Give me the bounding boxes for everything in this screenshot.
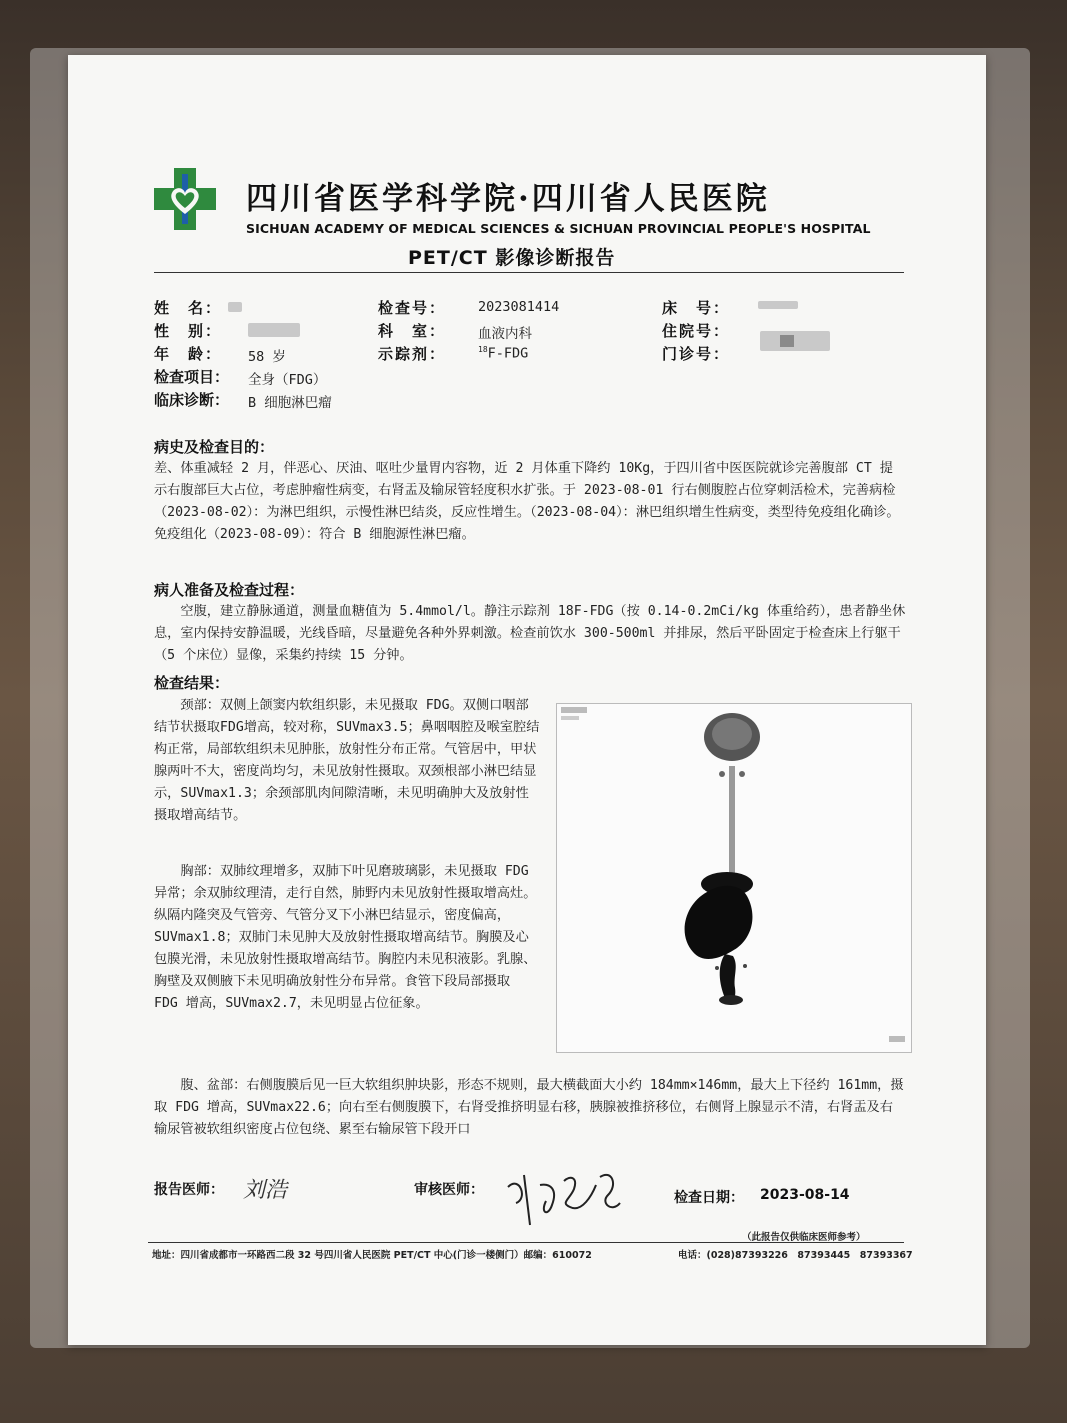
gender-label: 性 别： — [154, 322, 223, 340]
age-label: 年 龄： — [154, 345, 223, 363]
hospital-name-cn: 四川省医学科学院·四川省人民医院 — [246, 181, 770, 217]
prep-text: 空腹，建立静脉通道，测量血糖值为 5.4mmol/l。静注示踪剂 18F-FDG（按 0.14-0.2mCi/kg 体重给药），患者静坐休息，室内保持安静温暖，光线昏暗，尽量避免各种外界刺激。检查前饮水 300-500ml 并排尿，然后平卧固定于检查床上行躯干（5 个床位）显像，采集约持续 15 分钟。 — [154, 604, 906, 663]
history-title: 病史及检查目的： — [154, 438, 275, 456]
history-text: 差、体重减轻 2 月，伴恶心、厌油、呕吐少量胃内容物，近 2 月体重下降约 10Kg，于四川省中医医院就诊完善腹部 CT 提示右腹部巨大占位，考虑肿瘤性病变，右肾盂及输尿管轻度积水扩张。于 2023-08-01 行右侧腹腔占位穿刺活检术，完善病检（2023-08-02）：为淋巴组织，示慢性淋巴结炎，反应性增生。（2023-08-04）：淋巴组织增生性病变，类型待免疫组化确诊。免疫组化（2023-08-09）：符合 B 细胞源性淋巴瘤。 — [154, 461, 900, 542]
header-divider — [154, 272, 904, 273]
pet-mip-image — [556, 703, 912, 1053]
hospital-logo-icon — [154, 168, 216, 230]
reviewer-label: 审核医师： — [414, 1182, 484, 1198]
tracer-value: $^{18}$F-FDG — [478, 345, 529, 362]
tracer-label: 示踪剂： — [378, 345, 447, 363]
gender-redaction — [248, 323, 300, 337]
results-title: 检查结果： — [154, 674, 230, 692]
date-label: 检查日期： — [674, 1190, 744, 1206]
exam-no-label: 检查号： — [378, 299, 447, 317]
date-value: 2023-08-14 — [760, 1187, 850, 1203]
prep-title: 病人准备及检查过程： — [154, 581, 305, 599]
inpatient-label: 住院号： — [662, 322, 731, 340]
report-note: （此报告仅供临床医师参考） — [742, 1232, 866, 1243]
diagnosis-value: B 细胞淋巴瘤 — [248, 395, 332, 411]
id-redaction-dark — [780, 335, 794, 347]
doctor-label: 报告医师： — [154, 1182, 224, 1198]
id-redaction — [760, 331, 830, 351]
exam-item-value: 全身（FDG） — [248, 372, 327, 388]
dept-label: 科 室： — [378, 322, 447, 340]
hospital-name-en: SICHUAN ACADEMY OF MEDICAL SCIENCES & SICHUAN PROVINCIAL PEOPLE'S HOSPITAL — [246, 221, 871, 236]
footer-divider — [148, 1242, 904, 1243]
abdomen-text: 腹、盆部：右侧腹膜后见一巨大软组织肿块影，形态不规则，最大横截面大小约 184mm×146mm，最大上下径约 161mm，摄取 FDG 增高，SUVmax22.6；向右至右侧腹膜下，右肾受推挤明显右移，胰腺被推挤移位，右侧肾上腺显示不清，右肾盂及右输尿管被软组织密度占位包绕、累至右输尿管下段开口 — [154, 1078, 904, 1137]
footer-address: 地址：四川省成都市一环路西二段 32 号四川省人民医院 PET/CT 中心(门诊一楼侧门）邮编：610072 — [152, 1250, 592, 1261]
dept-value: 血液内科 — [478, 326, 532, 342]
report-paper — [68, 55, 986, 1345]
doctor-signature: 刘浩 — [243, 1178, 288, 1203]
chest-text: 胸部：双肺纹理增多，双肺下叶见磨玻璃影，未见摄取 FDG 异常；余双肺纹理清，走行自然，肺野内未见放射性摄取增高灶。纵隔内隆突及气管旁、气管分叉下小淋巴结显示，密度偏高，SUVmax1.8；双肺门未见肿大及放射性摄取增高结节。胸膜及心包膜光滑，未见放射性摄取增高结节。胸腔内未见积液影。乳腺、胸壁及双侧腋下未见明确放射性分布异常。食管下段局部摄取 FDG 增高，SUVmax2.7，未见明显占位征象。 — [154, 864, 537, 1011]
outpatient-label: 门诊号： — [662, 345, 731, 363]
neck-text: 颈部：双侧上颌窦内软组织影，未见摄取 FDG。双侧口咽部结节状摄取FDG增高，较对称，SUVmax3.5；鼻咽咽腔及喉室腔结构正常，局部软组织未见肿胀，放射性分布正常。气管居中，甲状腺两叶不大，密度尚均匀，未见放射性摄取。双颈根部小淋巴结显示，SUVmax1.3；余颈部肌肉间隙清晰，未见明确肿大及放射性摄取增高结节。 — [154, 698, 540, 823]
bed-redaction — [758, 301, 798, 309]
reviewer-signature — [500, 1155, 630, 1235]
name-redaction — [228, 302, 242, 312]
diagnosis-label: 临床诊断： — [154, 391, 230, 409]
footer-phone: 电话：(028)87393226 87393445 87393367 — [678, 1250, 913, 1261]
report-title: PET/CT 影像诊断报告 — [408, 247, 616, 269]
bed-label: 床 号： — [662, 299, 731, 317]
age-value: 58 岁 — [248, 349, 286, 365]
exam-item-label: 检查项目： — [154, 368, 230, 386]
exam-no-value: 2023081414 — [478, 299, 560, 315]
name-label: 姓 名： — [154, 299, 223, 317]
